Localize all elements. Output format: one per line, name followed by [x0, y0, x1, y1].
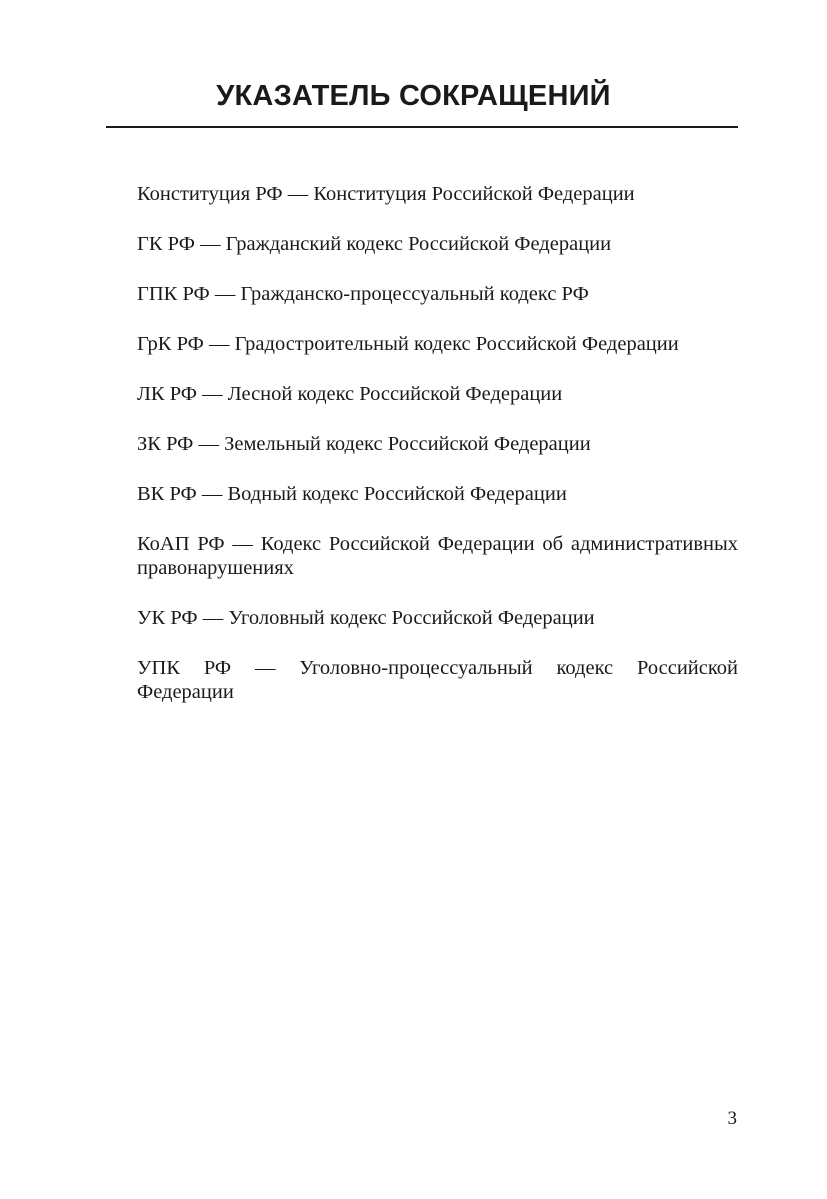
abbreviation-term: ГПК РФ — [137, 283, 210, 305]
abbreviation-definition: Градостроительный кодекс Российской Федерации — [234, 333, 679, 355]
separator-dash: — — [209, 283, 241, 305]
abbreviation-definition: Водный кодекс Российской Федерации — [227, 483, 567, 505]
list-item — [137, 382, 738, 406]
abbreviation-definition: Уголовно-процессуальный кодекс Российской Федерации — [137, 657, 739, 703]
list-item — [137, 332, 738, 356]
page-title: УКАЗАТЕЛЬ СОКРАЩЕНИЙ — [216, 80, 611, 112]
separator-dash: — — [193, 433, 225, 455]
separator-dash: — — [203, 333, 235, 355]
separator-dash: — — [197, 607, 229, 629]
list-item — [137, 432, 738, 456]
abbreviation-term: ГрК РФ — [137, 333, 204, 355]
list-item — [137, 532, 738, 580]
abbreviation-term: ЗК РФ — [137, 433, 194, 455]
abbreviation-definition: Гражданско-процессуальный кодекс РФ — [240, 283, 589, 305]
abbreviation-term: УК РФ — [137, 607, 198, 629]
separator-dash: — — [194, 233, 226, 255]
title-divider — [106, 126, 738, 128]
page-number: 3 — [727, 1108, 737, 1129]
separator-dash: — — [231, 657, 300, 679]
abbreviation-definition: Гражданский кодекс Российской Федерации — [225, 233, 612, 255]
abbreviation-term: ЛК РФ — [137, 383, 197, 405]
list-item — [137, 606, 738, 630]
separator-dash: — — [196, 383, 228, 405]
separator-dash: — — [196, 483, 228, 505]
list-item — [137, 482, 738, 506]
separator-dash: — — [282, 183, 314, 205]
abbreviation-term: УПК РФ — [137, 657, 232, 679]
abbreviation-definition: Земельный кодекс Российской Федерации — [224, 433, 591, 455]
list-item — [137, 656, 738, 704]
abbreviation-list — [137, 182, 738, 730]
abbreviation-definition: Кодекс Российской Федерации об административных правонарушениях — [137, 533, 738, 579]
abbreviation-term: Конституция РФ — [137, 183, 283, 205]
abbreviation-term: ВК РФ — [137, 483, 197, 505]
abbreviation-definition: Лесной кодекс Российской Федерации — [227, 383, 563, 405]
abbreviation-definition: Уголовный кодекс Российской Федерации — [228, 607, 595, 629]
list-item — [137, 182, 738, 206]
separator-dash: — — [224, 533, 261, 555]
list-item — [137, 282, 738, 306]
abbreviation-definition: Конституция Российской Федерации — [313, 183, 635, 205]
list-item — [137, 232, 738, 256]
abbreviation-term: ГК РФ — [137, 233, 195, 255]
abbreviation-term: КоАП РФ — [137, 533, 225, 555]
